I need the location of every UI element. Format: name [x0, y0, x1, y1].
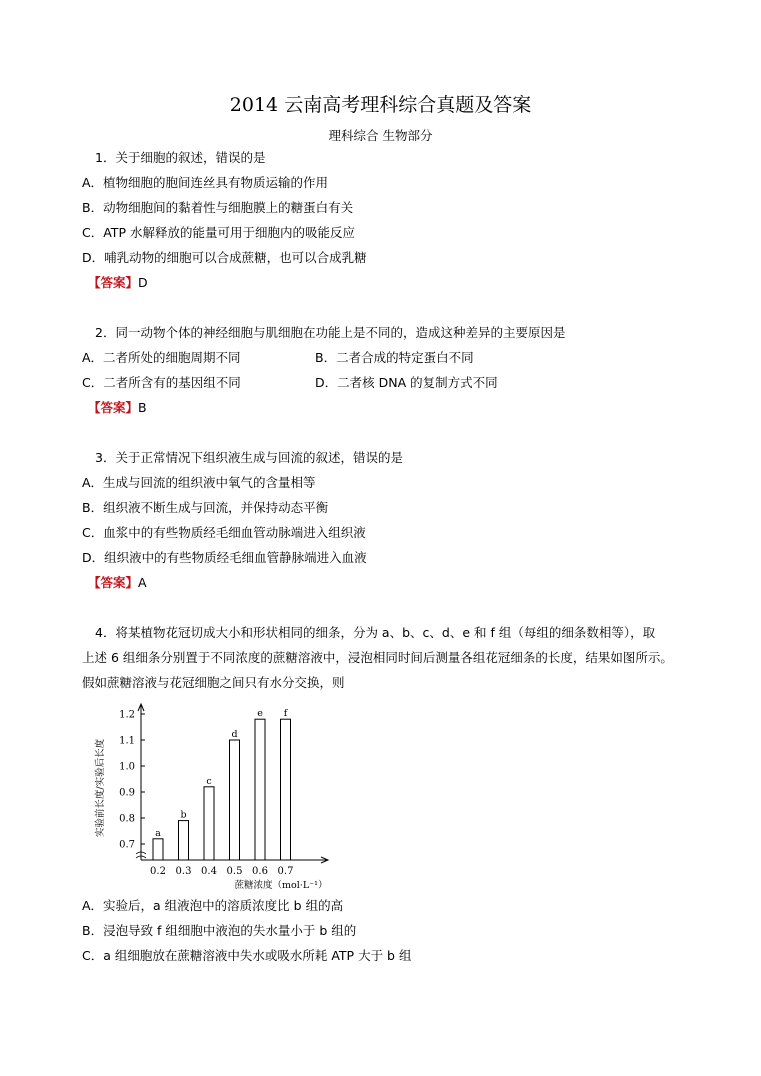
- q3-option-a: A．生成与回流的组织液中氧气的含量相等: [82, 475, 316, 490]
- q4-option-a: A．实验后，a 组液泡中的溶质浓度比 b 组的高: [82, 898, 344, 913]
- x-tick-label: 0.4: [201, 866, 217, 877]
- y-axis-label: 实验前长度/实验后长度: [95, 738, 106, 838]
- q4-option-c: C．a 组细胞放在蔗糖溶液中失水或吸水所耗 ATP 大于 b 组: [82, 948, 412, 963]
- bar-label: e: [257, 708, 263, 720]
- bar-label: c: [206, 775, 212, 787]
- x-axis-label: 蔗糖浓度（mol·L⁻¹）: [234, 880, 328, 891]
- q3-option-c: C．血浆中的有些物质经毛细血管动脉端进入组织液: [82, 525, 366, 540]
- q3-stem: 3．关于正常情况下组织液生成与回流的叙述，错误的是: [95, 450, 403, 465]
- q2-answer: [88, 400, 147, 416]
- subtitle: 理科综合 生物部分: [328, 128, 433, 143]
- answer-label: 【答案】: [88, 575, 139, 590]
- y-tick-label: 1.1: [119, 735, 135, 747]
- bar: [230, 740, 240, 860]
- bar-chart: [88, 692, 338, 892]
- answer-label: 【答案】: [88, 275, 139, 290]
- y-tick-label: 0.8: [119, 813, 135, 825]
- answer-label: 【答案】: [88, 400, 139, 415]
- answer-value: B: [138, 400, 147, 415]
- answer-value: A: [138, 575, 147, 590]
- x-tick-label: 0.6: [252, 866, 268, 877]
- q1-stem: 1．关于细胞的叙述，错误的是: [95, 150, 266, 165]
- x-tick-label: 0.3: [175, 866, 192, 877]
- q3-option-d: D．组织液中的有些物质经毛细血管静脉端进入血液: [82, 550, 367, 565]
- x-tick-label: 0.2: [150, 866, 166, 877]
- q4-stem-line-3: 假如蔗糖溶液与花冠细胞之间只有水分交换，则: [82, 675, 345, 690]
- q2-option-b: B．二者合成的特定蛋白不同: [315, 350, 474, 365]
- y-tick-label: 0.9: [119, 787, 135, 799]
- q1-option-b: B．动物细胞间的黏着性与细胞膜上的糖蛋白有关: [82, 200, 354, 215]
- x-tick-label: 0.5: [226, 866, 243, 877]
- q2-stem: 2．同一动物个体的神经细胞与肌细胞在功能上是不同的，造成这种差异的主要原因是: [95, 325, 566, 340]
- bar: [255, 719, 265, 860]
- y-tick-label: 0.7: [119, 839, 135, 851]
- q1-option-a: A．植物细胞的胞间连丝具有物质运输的作用: [82, 175, 329, 190]
- x-tick-label: 0.7: [277, 866, 294, 877]
- q3-answer: [88, 575, 147, 591]
- bar-label: d: [231, 729, 238, 740]
- q2-option-d: D．二者核 DNA 的复制方式不同: [315, 375, 498, 390]
- q4-option-b: B．浸泡导致 f 组细胞中液泡的失水量小于 b 组的: [82, 923, 357, 938]
- q1-option-d: D．哺乳动物的细胞可以合成蔗糖，也可以合成乳糖: [82, 250, 367, 265]
- y-tick-label: 1.0: [119, 761, 135, 773]
- q1-answer: [88, 275, 148, 291]
- y-tick-label: 1.2: [119, 709, 135, 721]
- q4-stem-line-2: 上述 6 组细条分别置于不同浓度的蔗糖溶液中，浸泡相同时间后测量各组花冠细条的长度，结果如图所示。: [82, 650, 673, 665]
- q2-option-a: A．二者所处的细胞周期不同: [82, 350, 241, 365]
- bar-label: b: [180, 809, 187, 821]
- q1-option-c: C．ATP 水解释放的能量可用于细胞内的吸能反应: [82, 225, 355, 240]
- q4-stem-line-1: 4．将某植物花冠切成大小和形状相同的细条，分为 a、b、c、d、e 和 f 组（每组的细条数相等），取: [95, 625, 656, 640]
- bar: [204, 787, 214, 860]
- bar: [179, 821, 189, 860]
- bar-label: f: [283, 708, 288, 720]
- bar: [281, 719, 291, 860]
- q2-option-c: C．二者所含有的基因组不同: [82, 375, 241, 390]
- q3-option-b: B．组织液不断生成与回流，并保持动态平衡: [82, 500, 329, 515]
- bar: [153, 839, 163, 860]
- page-title: 2014 云南高考理科综合真题及答案: [229, 94, 532, 116]
- answer-value: D: [138, 275, 148, 290]
- bar-label: a: [155, 827, 161, 839]
